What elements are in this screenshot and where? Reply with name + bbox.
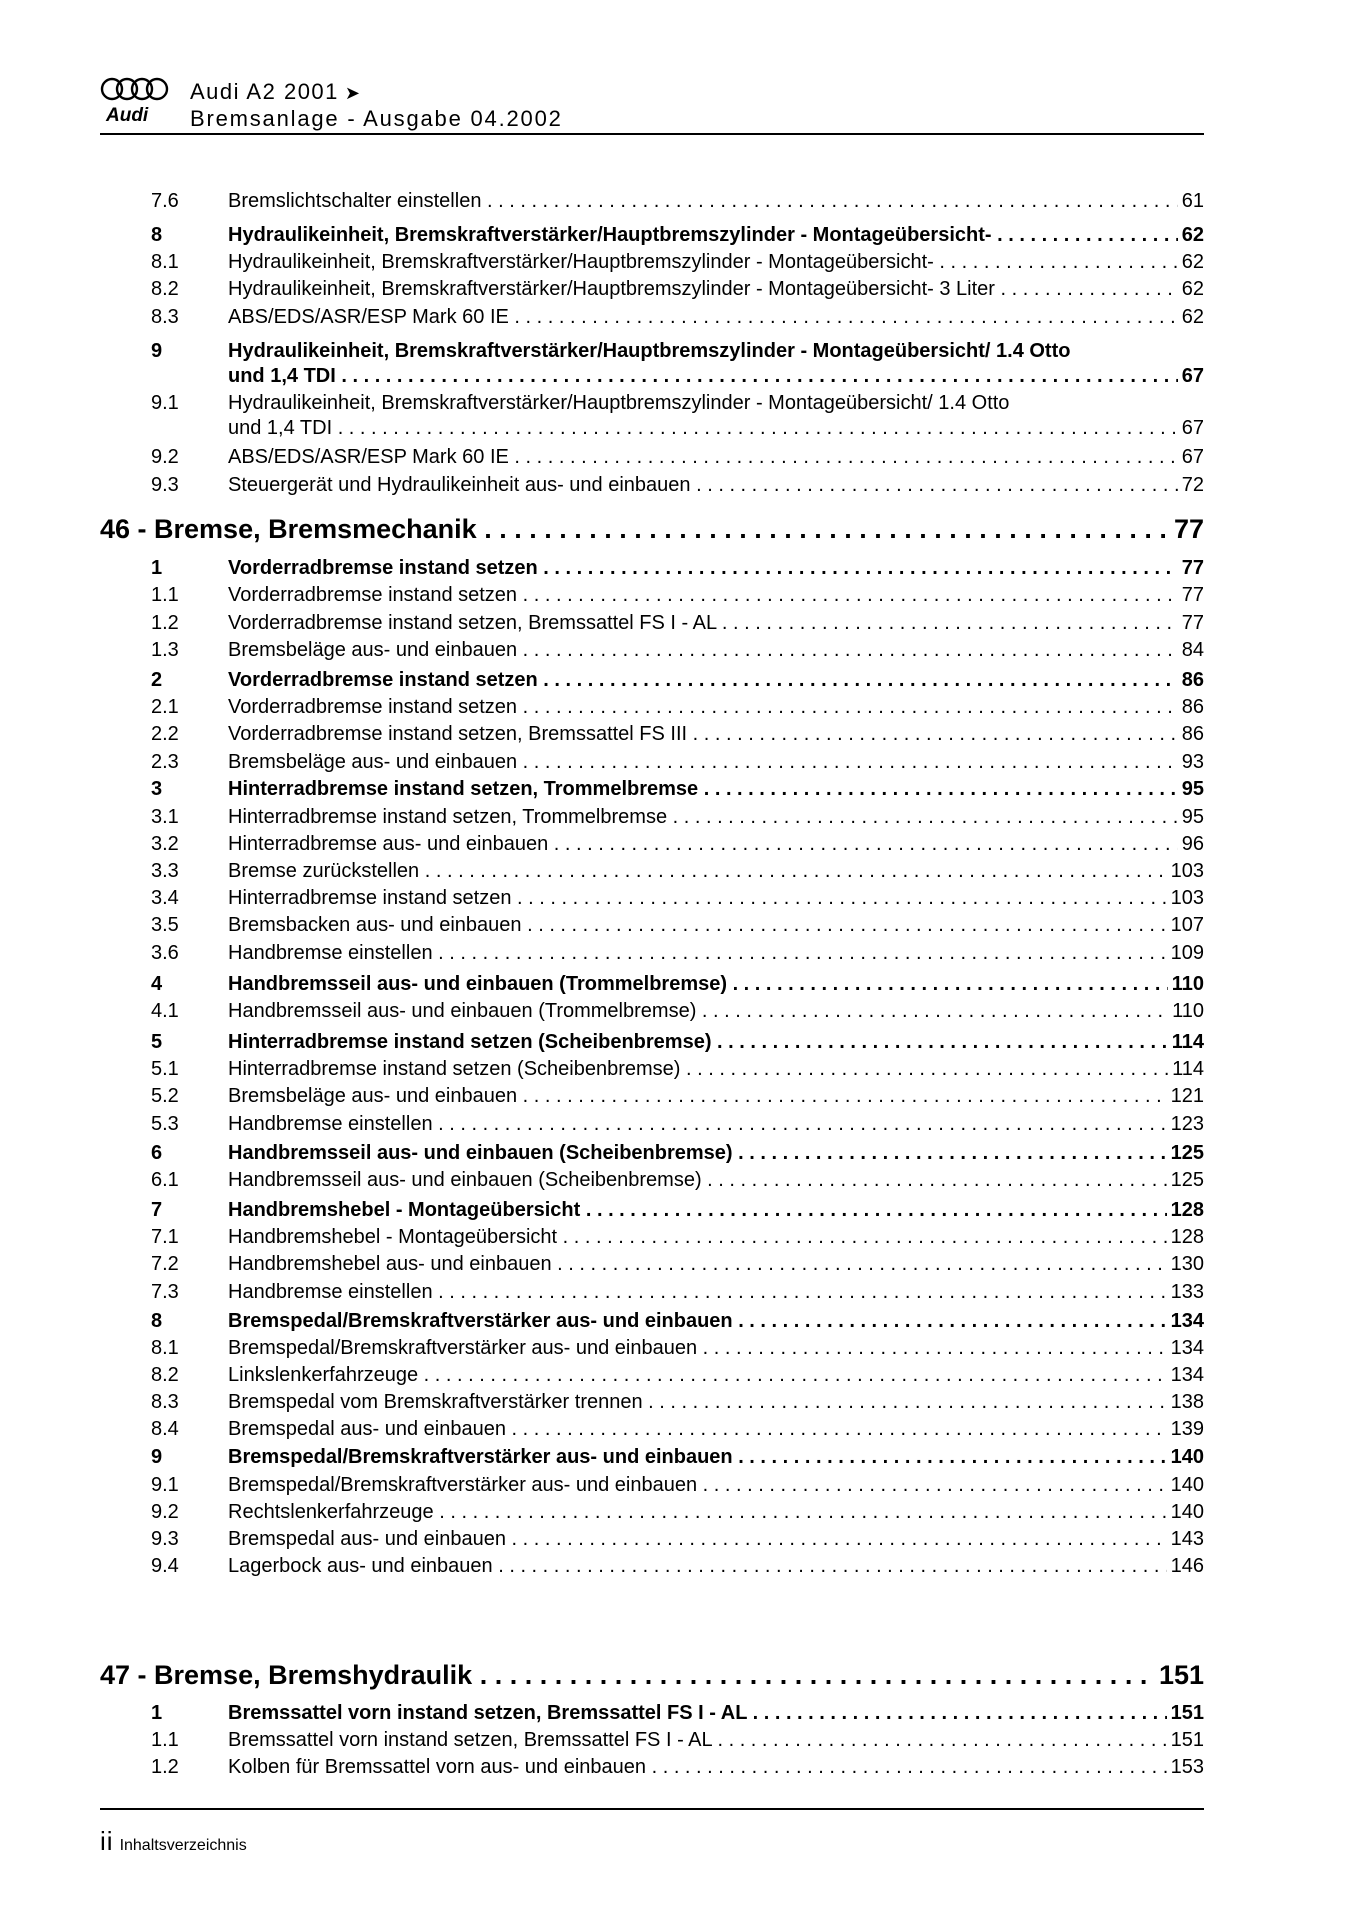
toc-entry-title: Bremsbeläge aus- und einbauen . . . — [228, 637, 1204, 663]
toc-entry-number: 7 — [151, 1199, 163, 1221]
toc-entry-title: ABS/EDS/ASR/ESP Mark 60 IE . . . — [228, 304, 1204, 330]
section-label: Inhaltsverzeichnis — [119, 1837, 247, 1854]
arrow-icon: ➤ — [344, 83, 362, 103]
toc-section-entry[interactable] — [100, 858, 1204, 884]
toc-entry-number: 9 — [151, 1446, 163, 1468]
toc-entry-page: 125 — [1167, 1167, 1204, 1193]
toc-entry-number: 5.1 — [151, 1058, 179, 1080]
toc-entry-page: 103 — [1167, 858, 1204, 884]
toc-section-entry[interactable] — [100, 304, 1204, 330]
toc-entry-page: 77 — [1178, 555, 1204, 581]
toc-entry-title: Bremspedal/Bremskraftverstärker aus- und einbauen . . . — [228, 1308, 1204, 1334]
toc-chapter-entry[interactable] — [100, 222, 1204, 248]
toc-entry-number: 3.1 — [151, 806, 179, 828]
toc-section-entry[interactable] — [100, 1224, 1204, 1250]
toc-section-entry[interactable] — [100, 1526, 1204, 1552]
toc-section-entry[interactable] — [100, 188, 1204, 214]
toc-chapter-entry[interactable] — [100, 667, 1204, 693]
toc-entry-number: 9 — [151, 340, 163, 362]
toc-entry-page: 61 — [1178, 188, 1204, 214]
toc-entry-number: 7.2 — [151, 1253, 179, 1275]
toc-entry-title: Hinterradbremse instand setzen . . . — [228, 885, 1204, 911]
toc-entry-title: Vorderradbremse instand setzen . . . — [228, 582, 1204, 608]
toc-entry-page: 93 — [1178, 749, 1204, 775]
toc-entry-number: 9.1 — [151, 392, 179, 414]
toc-section-entry[interactable] — [100, 804, 1204, 830]
toc-entry-number: 1 — [151, 557, 163, 579]
toc-entry-page: 86 — [1178, 721, 1204, 747]
toc-section-entry[interactable] — [100, 1279, 1204, 1305]
toc-entry-number: 1.1 — [151, 584, 179, 606]
toc-entry-title: Handbremse einstellen . . . — [228, 1111, 1204, 1137]
toc-section-entry[interactable] — [100, 1362, 1204, 1388]
page-number: ii — [100, 1826, 114, 1856]
toc-entry-page: 62 — [1178, 249, 1204, 275]
toc-section-entry[interactable] — [100, 721, 1204, 747]
toc-entry-number: 8.2 — [151, 278, 179, 300]
toc-entry-number: 8 — [151, 1310, 163, 1332]
toc-section-entry[interactable] — [100, 1167, 1204, 1193]
toc-section-entry[interactable] — [100, 249, 1204, 275]
toc-entry-number: 6 — [151, 1142, 163, 1164]
toc-entry-number: 1.2 — [151, 1756, 179, 1778]
toc-entry-title: Bremslichtschalter einstellen . . . — [228, 188, 1204, 214]
toc-entry-page: 153 — [1167, 1754, 1204, 1780]
toc-entry-title: Bremspedal/Bremskraftverstärker aus- und einbauen . . . — [228, 1444, 1204, 1470]
toc-entry-number: 5.3 — [151, 1113, 179, 1135]
toc-entry-title: Bremssattel vorn instand setzen, Bremssattel FS I - AL . . . — [228, 1700, 1204, 1726]
toc-entry-number: 2.3 — [151, 751, 179, 773]
toc-section-entry[interactable] — [100, 940, 1204, 966]
toc-entry-page: 67 — [1178, 444, 1204, 470]
toc-section-entry[interactable] — [100, 885, 1204, 911]
toc-section-entry[interactable] — [100, 694, 1204, 720]
toc-entry-page: 114 — [1168, 1056, 1204, 1082]
toc-section-entry[interactable] — [100, 637, 1204, 663]
toc-section-entry[interactable] — [100, 444, 1204, 470]
toc-section-entry[interactable] — [100, 1251, 1204, 1277]
toc-entry-number: 9.2 — [151, 1501, 179, 1523]
toc-entry-title: Hinterradbremse instand setzen (Scheibenbremse) . . . — [228, 1029, 1204, 1055]
toc-entry-title: Bremse zurückstellen . . . — [228, 858, 1204, 884]
toc-entry-page: 109 — [1167, 940, 1204, 966]
toc-entry-title: Steuergerät und Hydraulikeinheit aus- und einbauen . . . — [228, 472, 1204, 498]
toc-entry-title: Vorderradbremse instand setzen . . . — [228, 667, 1204, 693]
toc-section-entry[interactable] — [100, 1499, 1204, 1525]
toc-section-entry[interactable] — [100, 1553, 1204, 1579]
toc-entry-page: 123 — [1167, 1111, 1204, 1137]
toc-entry-number: 3.3 — [151, 860, 179, 882]
toc-entry-title: Hydraulikeinheit, Bremskraftverstärker/Hauptbremszylinder - Montageübersicht- 3 Liter . . . — [228, 276, 1204, 302]
toc-entry-title: Hinterradbremse aus- und einbauen . . . — [228, 831, 1204, 857]
toc-entry-title: Bremspedal vom Bremskraftverstärker trennen . . . — [228, 1389, 1204, 1415]
toc-entry-title: Handbremshebel - Montageübersicht . . . — [228, 1224, 1204, 1250]
toc-entry-page: 62 — [1178, 304, 1204, 330]
toc-entry-number: 3.2 — [151, 833, 179, 855]
toc-chapter-entry[interactable] — [100, 555, 1204, 581]
toc-group-heading[interactable] — [100, 512, 1204, 546]
toc-entry-page: 107 — [1167, 912, 1204, 938]
toc-group-page: 151 — [1155, 1658, 1204, 1692]
toc-entry-number: 8.3 — [151, 1391, 179, 1413]
toc-chapter-entry[interactable] — [100, 776, 1204, 802]
toc-entry-number: 9.4 — [151, 1555, 179, 1577]
toc-entry-number: 8.3 — [151, 306, 179, 328]
title-text: Audi A2 2001 — [190, 79, 339, 104]
toc-entry-page: 151 — [1167, 1727, 1204, 1753]
toc-entry-title: Hydraulikeinheit, Bremskraftverstärker/Hauptbremszylinder - Montageübersicht- . . . — [228, 249, 1204, 275]
toc-section-entry[interactable] — [100, 390, 1204, 416]
toc-entry-title: Bremsbacken aus- und einbauen . . . — [228, 912, 1204, 938]
toc-section-entry[interactable] — [100, 1056, 1204, 1082]
toc-entry-number: 8 — [151, 224, 163, 246]
toc-group-title: 46 - Bremse, Bremsmechanik . . . — [100, 512, 1204, 546]
toc-entry-page: 128 — [1167, 1197, 1204, 1223]
toc-entry-title: Bremssattel vorn instand setzen, Bremssattel FS I - AL . . . — [228, 1727, 1204, 1753]
toc-entry-page: 95 — [1178, 804, 1204, 830]
toc-entry-page: 146 — [1167, 1553, 1204, 1579]
toc-entry-page: 110 — [1168, 971, 1204, 997]
audi-wordmark: Audi — [106, 105, 149, 126]
toc-entry-number: 2 — [151, 669, 163, 691]
toc-entry-title: Handbremsseil aus- und einbauen (Scheibenbremse) . . . — [228, 1140, 1204, 1166]
toc-entry-title: Hydraulikeinheit, Bremskraftverstärker/Hauptbremszylinder - Montageübersicht/ 1.4 Otto — [228, 392, 1010, 414]
document-subtitle: Bremsanlage - Ausgabe 04.2002 — [190, 106, 563, 131]
toc-entry-title: Handbremsseil aus- und einbauen (Trommelbremse) . . . — [228, 971, 1204, 997]
toc-entry-title: Handbremsseil aus- und einbauen (Trommelbremse) . . . — [228, 998, 1204, 1024]
page-footer — [100, 1826, 247, 1857]
toc-entry-page: 139 — [1167, 1416, 1204, 1442]
toc-section-entry[interactable] — [100, 1111, 1204, 1137]
toc-entry-page: 134 — [1167, 1308, 1204, 1334]
toc-entry-title: Lagerbock aus- und einbauen . . . — [228, 1553, 1204, 1579]
toc-entry-number: 1.3 — [151, 639, 179, 661]
toc-entry-number: 8.4 — [151, 1418, 179, 1440]
toc-entry-page: 151 — [1167, 1700, 1204, 1726]
toc-entry-page: 133 — [1167, 1279, 1204, 1305]
toc-entry-number: 9.3 — [151, 474, 179, 496]
toc-entry-page: 62 — [1178, 276, 1204, 302]
toc-section-entry[interactable] — [100, 276, 1204, 302]
toc-entry-title: Vorderradbremse instand setzen, Bremssattel FS III . . . — [228, 721, 1204, 747]
toc-entry-title: Bremsbeläge aus- und einbauen . . . — [228, 1083, 1204, 1109]
toc-entry-title: Hydraulikeinheit, Bremskraftverstärker/Hauptbremszylinder - Montageübersicht- . . . — [228, 222, 1204, 248]
toc-section-entry[interactable] — [100, 749, 1204, 775]
toc-group-page: 77 — [1170, 512, 1204, 546]
toc-chapter-entry[interactable] — [100, 1308, 1204, 1334]
toc-entry-continuation[interactable] — [100, 363, 1204, 389]
toc-entry-number: 7.6 — [151, 190, 179, 212]
toc-chapter-entry[interactable] — [100, 1444, 1204, 1470]
toc-entry-page: 130 — [1167, 1251, 1204, 1277]
toc-entry-page: 86 — [1178, 694, 1204, 720]
toc-entry-title: Bremspedal aus- und einbauen . . . — [228, 1416, 1204, 1442]
toc-entry-number: 5 — [151, 1031, 163, 1053]
toc-entry-title: Vorderradbremse instand setzen, Bremssattel FS I - AL . . . — [228, 610, 1204, 636]
toc-entry-number: 8.2 — [151, 1364, 179, 1386]
toc-section-entry[interactable] — [100, 1083, 1204, 1109]
toc-entry-number: 1.1 — [151, 1729, 179, 1751]
toc-entry-page: 134 — [1167, 1335, 1204, 1361]
toc-entry-number: 7.3 — [151, 1281, 179, 1303]
toc-entry-title: ABS/EDS/ASR/ESP Mark 60 IE . . . — [228, 444, 1204, 470]
toc-entry-title: Vorderradbremse instand setzen . . . — [228, 555, 1204, 581]
toc-entry-page: 77 — [1178, 610, 1204, 636]
toc-entry-page: 77 — [1178, 582, 1204, 608]
toc-entry-page: 72 — [1178, 472, 1204, 498]
toc-section-entry[interactable] — [100, 831, 1204, 857]
toc-entry-number: 3.5 — [151, 914, 179, 936]
toc-entry-page: 62 — [1178, 222, 1204, 248]
toc-entry-title-continued: und 1,4 TDI . . . — [228, 415, 1204, 441]
toc-entry-number: 9.3 — [151, 1528, 179, 1550]
toc-entry-number: 2.2 — [151, 723, 179, 745]
toc-entry-page: 134 — [1167, 1362, 1204, 1388]
toc-group-title: 47 - Bremse, Bremshydraulik . . . — [100, 1658, 1204, 1692]
toc-section-entry[interactable] — [100, 610, 1204, 636]
toc-entry-page: 96 — [1178, 831, 1204, 857]
toc-entry-title: Handbremshebel aus- und einbauen . . . — [228, 1251, 1204, 1277]
toc-entry-page: 140 — [1167, 1499, 1204, 1525]
toc-entry-page: 114 — [1168, 1029, 1204, 1055]
toc-entry-page: 128 — [1167, 1224, 1204, 1250]
toc-entry-title: Bremspedal/Bremskraftverstärker aus- und einbauen . . . — [228, 1472, 1204, 1498]
toc-section-entry[interactable] — [100, 1416, 1204, 1442]
toc-entry-number: 3 — [151, 778, 163, 800]
toc-section-entry[interactable] — [100, 912, 1204, 938]
toc-group-heading[interactable] — [100, 1658, 1204, 1692]
toc-entry-page: 84 — [1178, 637, 1204, 663]
toc-entry-page: 95 — [1178, 776, 1204, 802]
toc-entry-title: Hinterradbremse instand setzen (Scheibenbremse) . . . — [228, 1056, 1204, 1082]
toc-entry-title: Vorderradbremse instand setzen . . . — [228, 694, 1204, 720]
toc-entry-title: Linkslenkerfahrzeuge . . . — [228, 1362, 1204, 1388]
toc-entry-number: 8.1 — [151, 1337, 179, 1359]
toc-entry-title: Handbremse einstellen . . . — [228, 1279, 1204, 1305]
toc-entry-title: Handbremsseil aus- und einbauen (Scheibenbremse) . . . — [228, 1167, 1204, 1193]
toc-entry-page: 143 — [1167, 1526, 1204, 1552]
toc-entry-page: 86 — [1178, 667, 1204, 693]
toc-entry-number: 3.4 — [151, 887, 179, 909]
toc-entry-page: 67 — [1178, 415, 1204, 441]
toc-section-entry[interactable] — [100, 1335, 1204, 1361]
toc-chapter-entry[interactable] — [100, 338, 1204, 364]
toc-chapter-entry[interactable] — [100, 1700, 1204, 1726]
toc-entry-title: Bremspedal aus- und einbauen . . . — [228, 1526, 1204, 1552]
toc-entry-page: 67 — [1178, 363, 1204, 389]
toc-entry-title: Bremsbeläge aus- und einbauen . . . — [228, 749, 1204, 775]
toc-chapter-entry[interactable] — [100, 1140, 1204, 1166]
toc-entry-title: Hydraulikeinheit, Bremskraftverstärker/Hauptbremszylinder - Montageübersicht/ 1.4 Otto — [228, 340, 1071, 362]
toc-section-entry[interactable] — [100, 1754, 1204, 1780]
toc-entry-number: 9.1 — [151, 1474, 179, 1496]
toc-entry-title: Rechtslenkerfahrzeuge . . . — [228, 1499, 1204, 1525]
toc-section-entry[interactable] — [100, 1727, 1204, 1753]
toc-entry-number: 9.2 — [151, 446, 179, 468]
toc-entry-title: Handbremse einstellen . . . — [228, 940, 1204, 966]
toc-entry-page: 103 — [1167, 885, 1204, 911]
toc-entry-continuation[interactable] — [100, 415, 1204, 441]
toc-entry-title: Kolben für Bremssattel vorn aus- und einbauen . . . — [228, 1754, 1204, 1780]
toc-entry-title-continued: und 1,4 TDI . . . — [228, 363, 1204, 389]
toc-section-entry[interactable] — [100, 1389, 1204, 1415]
toc-entry-number: 7.1 — [151, 1226, 179, 1248]
toc-chapter-entry[interactable] — [100, 1029, 1204, 1055]
toc-chapter-entry[interactable] — [100, 971, 1204, 997]
toc-entry-title: Hinterradbremse instand setzen, Trommelbremse . . . — [228, 804, 1204, 830]
toc-entry-number: 3.6 — [151, 942, 179, 964]
toc-entry-page: 125 — [1167, 1140, 1204, 1166]
toc-section-entry[interactable] — [100, 582, 1204, 608]
toc-entry-page: 121 — [1167, 1083, 1204, 1109]
footer-divider — [100, 1808, 1204, 1810]
toc-entry-number: 1 — [151, 1702, 163, 1724]
toc-entry-page: 140 — [1167, 1472, 1204, 1498]
toc-entry-number: 1.2 — [151, 612, 179, 634]
toc-section-entry[interactable] — [100, 1472, 1204, 1498]
toc-entry-page: 140 — [1167, 1444, 1204, 1470]
toc-chapter-entry[interactable] — [100, 1197, 1204, 1223]
toc-entry-title: Hinterradbremse instand setzen, Trommelbremse . . . — [228, 776, 1204, 802]
toc-entry-page: 138 — [1167, 1389, 1204, 1415]
toc-entry-title: Handbremshebel - Montageübersicht . . . — [228, 1197, 1204, 1223]
toc-entry-number: 4 — [151, 973, 163, 995]
toc-section-entry[interactable] — [100, 998, 1204, 1024]
toc-section-entry[interactable] — [100, 472, 1204, 498]
toc-entry-title: Bremspedal/Bremskraftverstärker aus- und einbauen . . . — [228, 1335, 1204, 1361]
toc-entry-number: 6.1 — [151, 1169, 179, 1191]
toc-entry-number: 5.2 — [151, 1085, 179, 1107]
toc-entry-page: 110 — [1168, 998, 1204, 1024]
toc-entry-number: 4.1 — [151, 1000, 179, 1022]
toc-entry-number: 2.1 — [151, 696, 179, 718]
toc-entry-number: 8.1 — [151, 251, 179, 273]
